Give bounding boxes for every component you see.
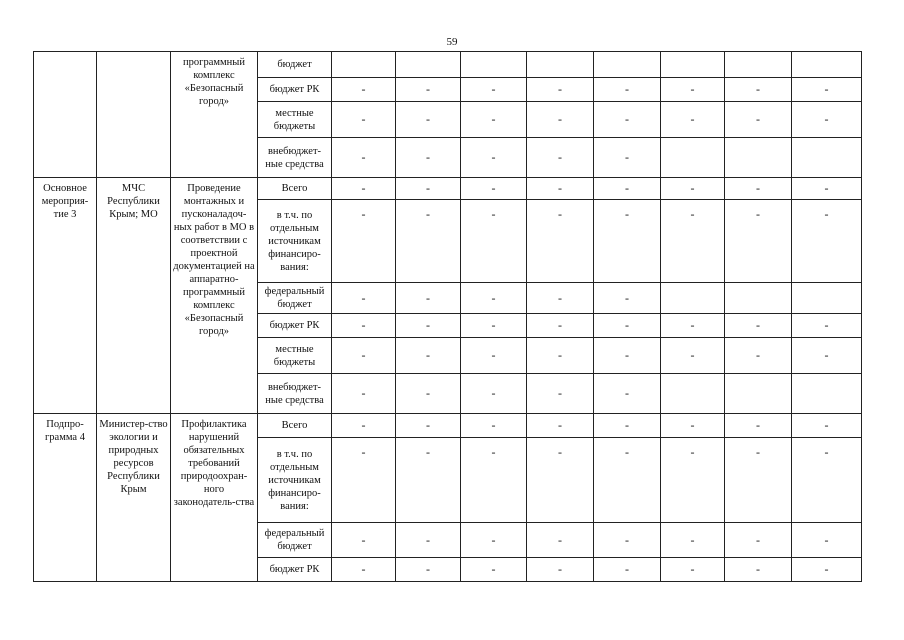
value-cell: - xyxy=(527,523,594,558)
value-cell: - xyxy=(332,138,396,178)
value-cell: - xyxy=(461,314,527,338)
value-cell: - xyxy=(332,438,396,523)
value-cell: - xyxy=(396,178,461,200)
value-cell xyxy=(725,283,792,314)
value-cell: - xyxy=(396,78,461,102)
value-cell: - xyxy=(594,558,661,582)
description-cell: Профилактика нарушений обязательных требований природоохран-ного законодатель-ства xyxy=(171,414,258,582)
page-number: 59 xyxy=(446,36,458,48)
value-cell: - xyxy=(332,558,396,582)
funding-source-cell: бюджет РК xyxy=(258,314,332,338)
executor-cell: МЧС Республики Крым; МО xyxy=(97,178,171,414)
value-cell: - xyxy=(661,338,725,374)
value-cell xyxy=(661,374,725,414)
funding-source-cell: внебюджет-ные средства xyxy=(258,374,332,414)
value-cell: - xyxy=(792,414,862,438)
value-cell: - xyxy=(332,178,396,200)
value-cell: - xyxy=(396,374,461,414)
value-cell: - xyxy=(396,314,461,338)
activity-cell: Подпро-грамма 4 xyxy=(34,414,97,582)
value-cell: - xyxy=(725,523,792,558)
value-cell: - xyxy=(792,200,862,283)
value-cell: - xyxy=(527,558,594,582)
value-cell: - xyxy=(461,102,527,138)
funding-source-cell: бюджет xyxy=(258,52,332,78)
value-cell: - xyxy=(527,102,594,138)
activity-cell xyxy=(34,52,97,178)
value-cell: - xyxy=(527,138,594,178)
value-cell: - xyxy=(594,438,661,523)
value-cell: - xyxy=(594,523,661,558)
value-cell: - xyxy=(661,178,725,200)
funding-source-cell: бюджет РК xyxy=(258,558,332,582)
value-cell xyxy=(792,283,862,314)
executor-cell: Министер-ство экологии и природных ресурсов Республики Крым xyxy=(97,414,171,582)
value-cell xyxy=(396,52,461,78)
value-cell: - xyxy=(725,78,792,102)
value-cell: - xyxy=(792,102,862,138)
value-cell: - xyxy=(396,523,461,558)
value-cell: - xyxy=(461,338,527,374)
value-cell: - xyxy=(725,178,792,200)
value-cell: - xyxy=(725,200,792,283)
value-cell: - xyxy=(527,338,594,374)
value-cell: - xyxy=(594,78,661,102)
value-cell: - xyxy=(594,414,661,438)
value-cell: - xyxy=(396,102,461,138)
value-cell: - xyxy=(396,338,461,374)
value-cell: - xyxy=(461,138,527,178)
value-cell: - xyxy=(527,438,594,523)
value-cell: - xyxy=(661,78,725,102)
value-cell: - xyxy=(594,374,661,414)
value-cell xyxy=(661,283,725,314)
funding-table xyxy=(33,51,862,582)
description-cell: программный комплекс «Безопасный город» xyxy=(171,52,258,178)
value-cell: - xyxy=(661,438,725,523)
value-cell: - xyxy=(461,78,527,102)
value-cell: - xyxy=(461,438,527,523)
value-cell: - xyxy=(332,200,396,283)
value-cell: - xyxy=(332,523,396,558)
value-cell: - xyxy=(332,102,396,138)
value-cell: - xyxy=(594,200,661,283)
value-cell xyxy=(594,52,661,78)
value-cell: - xyxy=(461,414,527,438)
value-cell: - xyxy=(792,338,862,374)
funding-source-cell: внебюджет-ные средства xyxy=(258,138,332,178)
funding-table-body xyxy=(34,52,862,582)
value-cell: - xyxy=(661,314,725,338)
value-cell: - xyxy=(792,178,862,200)
value-cell: - xyxy=(396,558,461,582)
value-cell: - xyxy=(527,374,594,414)
value-cell xyxy=(792,374,862,414)
executor-cell xyxy=(97,52,171,178)
table-row xyxy=(34,52,862,78)
value-cell: - xyxy=(594,283,661,314)
funding-source-cell: бюджет РК xyxy=(258,78,332,102)
value-cell: - xyxy=(396,438,461,523)
value-cell: - xyxy=(594,178,661,200)
value-cell: - xyxy=(527,200,594,283)
table-row xyxy=(34,178,862,200)
funding-source-cell: в т.ч. по отдельным источникам финансиро-вания: xyxy=(258,200,332,283)
value-cell: - xyxy=(527,314,594,338)
value-cell: - xyxy=(792,78,862,102)
value-cell: - xyxy=(461,283,527,314)
value-cell: - xyxy=(332,374,396,414)
value-cell: - xyxy=(661,523,725,558)
funding-source-cell: федеральный бюджет xyxy=(258,523,332,558)
value-cell: - xyxy=(661,558,725,582)
value-cell xyxy=(661,138,725,178)
value-cell: - xyxy=(332,414,396,438)
value-cell: - xyxy=(725,414,792,438)
value-cell: - xyxy=(332,314,396,338)
value-cell: - xyxy=(527,283,594,314)
funding-source-cell: местные бюджеты xyxy=(258,338,332,374)
value-cell: - xyxy=(527,178,594,200)
funding-source-cell: Всего xyxy=(258,414,332,438)
value-cell xyxy=(725,374,792,414)
value-cell xyxy=(725,52,792,78)
value-cell: - xyxy=(332,78,396,102)
value-cell: - xyxy=(594,338,661,374)
value-cell: - xyxy=(792,558,862,582)
funding-source-cell: федеральный бюджет xyxy=(258,283,332,314)
value-cell: - xyxy=(461,178,527,200)
value-cell: - xyxy=(461,558,527,582)
funding-source-cell: местные бюджеты xyxy=(258,102,332,138)
value-cell: - xyxy=(527,78,594,102)
value-cell: - xyxy=(527,414,594,438)
value-cell xyxy=(725,138,792,178)
value-cell: - xyxy=(792,438,862,523)
value-cell: - xyxy=(725,314,792,338)
value-cell: - xyxy=(461,523,527,558)
value-cell: - xyxy=(594,102,661,138)
value-cell: - xyxy=(332,283,396,314)
value-cell xyxy=(792,52,862,78)
value-cell: - xyxy=(661,102,725,138)
table-row xyxy=(34,414,862,438)
value-cell: - xyxy=(396,414,461,438)
description-cell: Проведение монтажных и пусконаладоч-ных работ в МО в соответствии с проектной документацией на аппаратно-программный комплекс «Безопасный город» xyxy=(171,178,258,414)
value-cell: - xyxy=(725,338,792,374)
value-cell: - xyxy=(725,102,792,138)
value-cell xyxy=(461,52,527,78)
value-cell: - xyxy=(792,523,862,558)
value-cell xyxy=(661,52,725,78)
funding-source-cell: в т.ч. по отдельным источникам финансиро-вания: xyxy=(258,438,332,523)
value-cell: - xyxy=(461,374,527,414)
value-cell: - xyxy=(792,314,862,338)
value-cell: - xyxy=(594,138,661,178)
value-cell: - xyxy=(396,138,461,178)
funding-source-cell: Всего xyxy=(258,178,332,200)
value-cell xyxy=(527,52,594,78)
activity-cell: Основное мероприя-тие 3 xyxy=(34,178,97,414)
value-cell: - xyxy=(396,283,461,314)
value-cell: - xyxy=(725,558,792,582)
value-cell: - xyxy=(461,200,527,283)
value-cell: - xyxy=(661,200,725,283)
value-cell: - xyxy=(661,414,725,438)
value-cell: - xyxy=(725,438,792,523)
value-cell: - xyxy=(396,200,461,283)
value-cell xyxy=(332,52,396,78)
value-cell xyxy=(792,138,862,178)
value-cell: - xyxy=(594,314,661,338)
value-cell: - xyxy=(332,338,396,374)
